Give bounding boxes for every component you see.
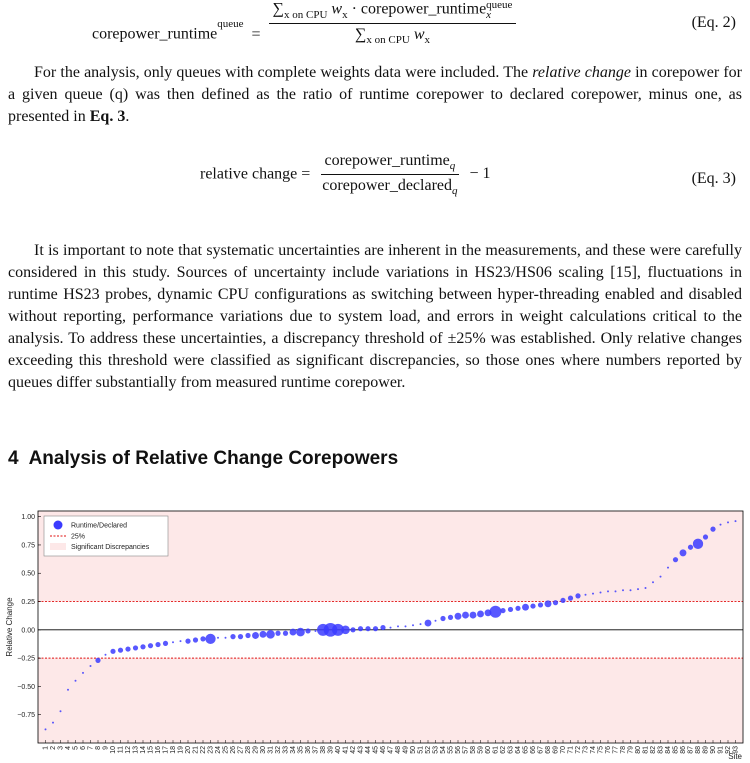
x-tick-label-22: 22: [200, 746, 207, 754]
eq2-num-term-sub: x: [486, 9, 492, 21]
data-point-25: [225, 637, 227, 639]
data-point-10: [110, 649, 115, 654]
x-tick-label-14: 14: [140, 746, 147, 754]
data-point-84: [667, 567, 669, 569]
x-tick-label-53: 53: [432, 746, 440, 754]
data-point-13: [133, 645, 138, 650]
x-tick-label-86: 86: [680, 746, 687, 754]
x-tick-label-46: 46: [380, 746, 387, 754]
data-point-57: [462, 612, 469, 619]
x-tick-label-60: 60: [485, 746, 492, 754]
x-tick-label-18: 18: [170, 746, 177, 754]
x-tick-label-92: 92: [725, 746, 732, 754]
eq2-num-w: w: [331, 0, 343, 18]
data-point-48: [397, 625, 399, 627]
eq2-den-sum-sub: x on CPU: [366, 34, 410, 47]
eq2-lhs: corepower_runtime: [92, 25, 218, 43]
data-point-5: [75, 680, 77, 682]
data-point-66: [530, 603, 535, 608]
x-tick-label-61: 61: [492, 746, 500, 754]
x-tick-label-4: 4: [65, 746, 72, 750]
equation-3: [0, 148, 750, 204]
data-point-17: [163, 641, 168, 646]
para1-italic: relative change: [532, 64, 631, 81]
x-tick-label-17: 17: [162, 746, 170, 754]
eq2-lhs-sup: queue: [217, 18, 244, 31]
x-tick-label-91: 91: [717, 746, 725, 754]
data-point-33: [283, 631, 288, 636]
data-point-14: [140, 644, 145, 649]
x-tick-label-7: 7: [87, 746, 95, 750]
x-tick-label-15: 15: [147, 746, 155, 754]
x-tick-label-65: 65: [522, 746, 530, 754]
x-tick-label-49: 49: [402, 746, 410, 754]
x-tick-label-79: 79: [627, 746, 635, 754]
data-point-12: [125, 646, 130, 651]
data-point-19: [180, 640, 182, 642]
data-point-22: [200, 636, 205, 641]
data-point-63: [508, 607, 513, 612]
paragraph-uncertainties: It is important to note that systematic uncertainties are inherent in the measurements, and these were carefully considered in this study. Sources of uncertainty include variations in HS23/HS06 scaling [15], fluctuations in runtime HS23 probes, dynamic CPU configurations as switching between hyper-threading enabled and disabled without reporting, performance variations due to system load, and errors in weight calculations critical to the analysis. To address these uncertainties, a discrepancy threshold of ±25% was established. Only relative changes exceeding this threshold were classified as significant discrepancies, so those ones where numbers reported by queues differ substantially from measured runtime corepower.: [8, 242, 742, 391]
x-tick-label-20: 20: [185, 746, 192, 754]
x-tick-label-62: 62: [500, 746, 507, 754]
x-tick-label-72: 72: [575, 746, 582, 754]
x-tick-label-29: 29: [252, 746, 260, 754]
data-point-90: [710, 527, 715, 532]
x-tick-label-57: 57: [462, 746, 470, 754]
legend-marker-shade: [50, 543, 66, 550]
data-point-55: [448, 615, 453, 620]
eq2-label: (Eq. 2): [691, 14, 736, 31]
y-axis-label: Relative Change: [5, 597, 14, 657]
x-tick-label-85: 85: [672, 746, 680, 754]
para1-text-c: .: [125, 108, 130, 125]
x-tick-label-12: 12: [125, 746, 132, 754]
data-point-47: [390, 627, 392, 629]
eq3-fraction: [318, 152, 461, 197]
x-tick-label-23: 23: [207, 746, 215, 754]
data-point-31: [266, 630, 275, 639]
data-point-15: [148, 643, 153, 648]
eq3-num: corepower_runtime: [324, 152, 450, 169]
x-tick-label-54: 54: [440, 746, 447, 754]
data-point-28: [245, 633, 250, 638]
y-tick-label-3: 0.25: [21, 599, 35, 607]
x-tick-label-76: 76: [605, 746, 612, 754]
x-tick-label-25: 25: [222, 746, 230, 754]
data-point-81: [645, 587, 647, 589]
data-point-91: [720, 524, 722, 526]
data-point-34: [290, 629, 297, 636]
x-tick-label-1: 1: [42, 746, 50, 750]
x-tick-label-80: 80: [635, 746, 642, 754]
x-tick-label-84: 84: [665, 746, 672, 754]
x-tick-label-47: 47: [387, 746, 395, 754]
x-tick-label-68: 68: [545, 746, 552, 754]
para1-eq-ref: Eq. 3: [89, 108, 126, 125]
x-tick-label-89: 89: [702, 746, 710, 754]
data-point-8: [95, 658, 100, 663]
eq2-den-w-sub: x: [424, 34, 430, 47]
data-point-86: [680, 549, 687, 556]
x-tick-label-30: 30: [260, 746, 267, 754]
x-tick-label-63: 63: [507, 746, 515, 754]
data-point-49: [405, 625, 407, 627]
x-tick-label-48: 48: [395, 746, 402, 754]
x-tick-label-51: 51: [417, 746, 425, 754]
x-tick-label-37: 37: [312, 746, 320, 754]
data-point-65: [522, 604, 529, 611]
data-point-4: [67, 689, 69, 691]
para1-text-a: For the analysis, only queues with complete weights data were included. The: [34, 64, 533, 81]
data-point-62: [500, 608, 505, 613]
data-point-2: [52, 722, 54, 724]
data-point-89: [703, 534, 708, 539]
x-tick-label-73: 73: [582, 746, 590, 754]
x-tick-label-78: 78: [620, 746, 627, 754]
eq3-num-sub: q: [449, 160, 456, 173]
data-point-42: [350, 627, 355, 632]
data-point-26: [230, 634, 235, 639]
x-tick-label-6: 6: [80, 746, 87, 750]
x-tick-label-32: 32: [275, 746, 282, 754]
x-tick-label-93: 93: [732, 746, 740, 754]
data-point-70: [560, 598, 565, 603]
eq2-num-w-sub: x: [342, 8, 348, 21]
x-tick-label-40: 40: [335, 746, 342, 754]
data-point-74: [592, 593, 594, 595]
x-tick-label-2: 2: [50, 746, 57, 750]
data-point-75: [600, 591, 602, 593]
x-tick-label-69: 69: [552, 746, 560, 754]
relative-change-chart: [0, 505, 750, 763]
data-point-54: [440, 616, 445, 621]
x-tick-label-64: 64: [515, 746, 522, 754]
x-tick-label-19: 19: [177, 746, 185, 754]
data-point-61: [490, 606, 502, 618]
x-tick-label-9: 9: [102, 746, 110, 750]
eq2-num-term-sup: queue: [486, 0, 513, 11]
data-point-35: [296, 628, 305, 637]
data-point-32: [275, 631, 280, 636]
data-point-9: [105, 654, 107, 656]
x-tick-label-45: 45: [372, 746, 380, 754]
data-point-7: [90, 665, 92, 667]
y-tick-label-4: 0.00: [21, 627, 35, 635]
eq2-dot: ·: [351, 0, 357, 18]
data-point-56: [455, 613, 462, 620]
data-point-16: [155, 642, 160, 647]
x-tick-label-71: 71: [567, 746, 575, 754]
x-tick-label-8: 8: [95, 746, 102, 750]
data-point-93: [735, 520, 737, 522]
legend-marker-points: [54, 521, 63, 530]
data-point-67: [538, 602, 543, 607]
data-point-72: [575, 593, 580, 598]
x-tick-label-5: 5: [72, 746, 80, 750]
data-point-37: [315, 630, 317, 632]
x-tick-label-88: 88: [695, 746, 702, 754]
x-tick-label-75: 75: [597, 746, 605, 754]
data-point-78: [622, 589, 624, 591]
x-tick-label-44: 44: [365, 746, 372, 754]
legend-label-shade: Significant Discrepancies: [71, 544, 150, 551]
x-tick-label-59: 59: [477, 746, 485, 754]
section-heading: [8, 448, 398, 470]
data-point-6: [82, 672, 84, 674]
data-point-21: [193, 637, 198, 642]
x-tick-label-38: 38: [320, 746, 327, 754]
data-point-43: [358, 626, 363, 631]
x-tick-label-90: 90: [710, 746, 717, 754]
x-tick-label-35: 35: [297, 746, 305, 754]
data-point-52: [425, 620, 432, 627]
data-point-82: [652, 581, 654, 583]
eq2-fraction: $\sum_{x on CPU}$ $w_x$ · corepower_runtime queue x $\sum_{x on CPU}$ $w_x$: [269, 0, 517, 46]
y-tick-label-0: 1.00: [21, 514, 35, 522]
legend-label-threshold: 25%: [71, 533, 86, 541]
data-point-27: [238, 634, 243, 639]
x-tick-label-3: 3: [57, 746, 65, 750]
x-tick-label-77: 77: [612, 746, 620, 754]
x-tick-label-41: 41: [342, 746, 350, 754]
data-point-36: [305, 628, 310, 633]
eq3-den-sub: q: [452, 185, 458, 198]
x-tick-label-82: 82: [650, 746, 657, 754]
x-tick-label-28: 28: [245, 746, 252, 754]
data-point-23: [205, 634, 215, 644]
data-point-88: [693, 539, 703, 549]
data-point-59: [477, 611, 484, 618]
x-tick-label-21: 21: [192, 746, 200, 754]
data-point-50: [412, 624, 414, 626]
data-point-51: [420, 623, 422, 625]
data-point-71: [568, 596, 573, 601]
eq3-tail: − 1: [469, 165, 491, 183]
x-tick-label-43: 43: [357, 746, 365, 754]
x-tick-label-56: 56: [455, 746, 462, 754]
shade-lower: [38, 658, 743, 743]
x-tick-label-50: 50: [410, 746, 417, 754]
data-point-1: [45, 728, 47, 730]
x-tick-label-10: 10: [110, 746, 117, 754]
eq2-num-sum-sub: x on CPU: [283, 8, 328, 21]
x-tick-label-87: 87: [687, 746, 695, 754]
data-point-92: [727, 521, 729, 523]
y-axis-ticks: [17, 514, 41, 719]
x-tick-label-42: 42: [350, 746, 357, 754]
paragraph-relative-change: [8, 62, 742, 128]
data-point-83: [660, 576, 662, 578]
data-point-58: [470, 612, 477, 619]
legend-label-points: Runtime/Declared: [71, 522, 128, 530]
x-tick-label-13: 13: [132, 746, 140, 754]
data-point-73: [585, 594, 587, 596]
x-tick-label-83: 83: [657, 746, 665, 754]
x-tick-label-81: 81: [642, 746, 650, 754]
x-tick-label-27: 27: [237, 746, 245, 754]
data-point-29: [252, 632, 259, 639]
eq3-lhs: relative change =: [200, 165, 311, 183]
x-tick-label-58: 58: [470, 746, 477, 754]
data-point-80: [637, 588, 639, 590]
data-point-85: [673, 557, 678, 562]
data-point-45: [373, 626, 378, 631]
x-tick-label-52: 52: [425, 746, 432, 754]
y-tick-label-1: 0.75: [21, 542, 35, 550]
y-tick-label-2: 0.50: [21, 570, 35, 578]
x-tick-label-26: 26: [230, 746, 237, 754]
x-tick-label-36: 36: [305, 746, 312, 754]
x-tick-label-24: 24: [215, 746, 222, 754]
eq2-num-term: corepower_runtime: [360, 0, 487, 18]
data-point-44: [365, 626, 370, 631]
x-tick-label-67: 67: [537, 746, 545, 754]
x-tick-label-70: 70: [560, 746, 567, 754]
data-point-53: [435, 620, 437, 622]
data-point-68: [545, 600, 552, 607]
x-tick-label-66: 66: [530, 746, 537, 754]
x-axis-label: Site: [728, 752, 742, 761]
data-point-69: [553, 600, 558, 605]
x-tick-label-16: 16: [155, 746, 162, 754]
data-point-11: [118, 648, 123, 653]
x-tick-label-33: 33: [282, 746, 290, 754]
y-tick-label-6: −0.50: [17, 683, 35, 691]
data-point-20: [185, 639, 190, 644]
para1-text-b: in corepower for a given queue (q) was then defined as the ratio of runtime corepower to declared corepower, minus one, as presented in: [8, 64, 743, 125]
y-tick-label-5: −0.25: [17, 655, 35, 663]
data-point-24: [217, 637, 219, 639]
equation-2: corepower_runtime$^{queue}$ = $\sum_{x on CPU}$ $w_x$ · corepower_runtime queue x $\sum_{x on CPU}$ $w_x$ (Eq. 2): [92, 0, 736, 47]
x-tick-label-55: 55: [447, 746, 455, 754]
eq3-den: corepower_declared: [322, 177, 452, 195]
eq3-label: (Eq. 3): [691, 170, 736, 187]
data-point-30: [260, 631, 267, 638]
legend: [44, 516, 168, 556]
x-tick-label-74: 74: [590, 746, 597, 754]
eq2-den-w: w: [413, 25, 425, 43]
x-tick-label-31: 31: [267, 746, 275, 754]
data-point-41: [341, 626, 350, 635]
data-point-77: [615, 590, 617, 592]
data-point-64: [515, 606, 520, 611]
data-point-79: [630, 589, 632, 591]
section-number: 4: [8, 448, 19, 469]
data-point-18: [172, 641, 174, 643]
x-tick-label-39: 39: [327, 746, 335, 754]
section-title: Analysis of Relative Change Corepowers: [28, 448, 399, 469]
data-point-76: [607, 590, 609, 592]
x-tick-label-11: 11: [117, 746, 125, 754]
data-point-3: [60, 710, 62, 712]
y-tick-label-7: −0.75: [17, 712, 35, 720]
data-point-46: [380, 625, 385, 630]
x-tick-label-34: 34: [290, 746, 297, 754]
data-point-87: [688, 545, 693, 550]
